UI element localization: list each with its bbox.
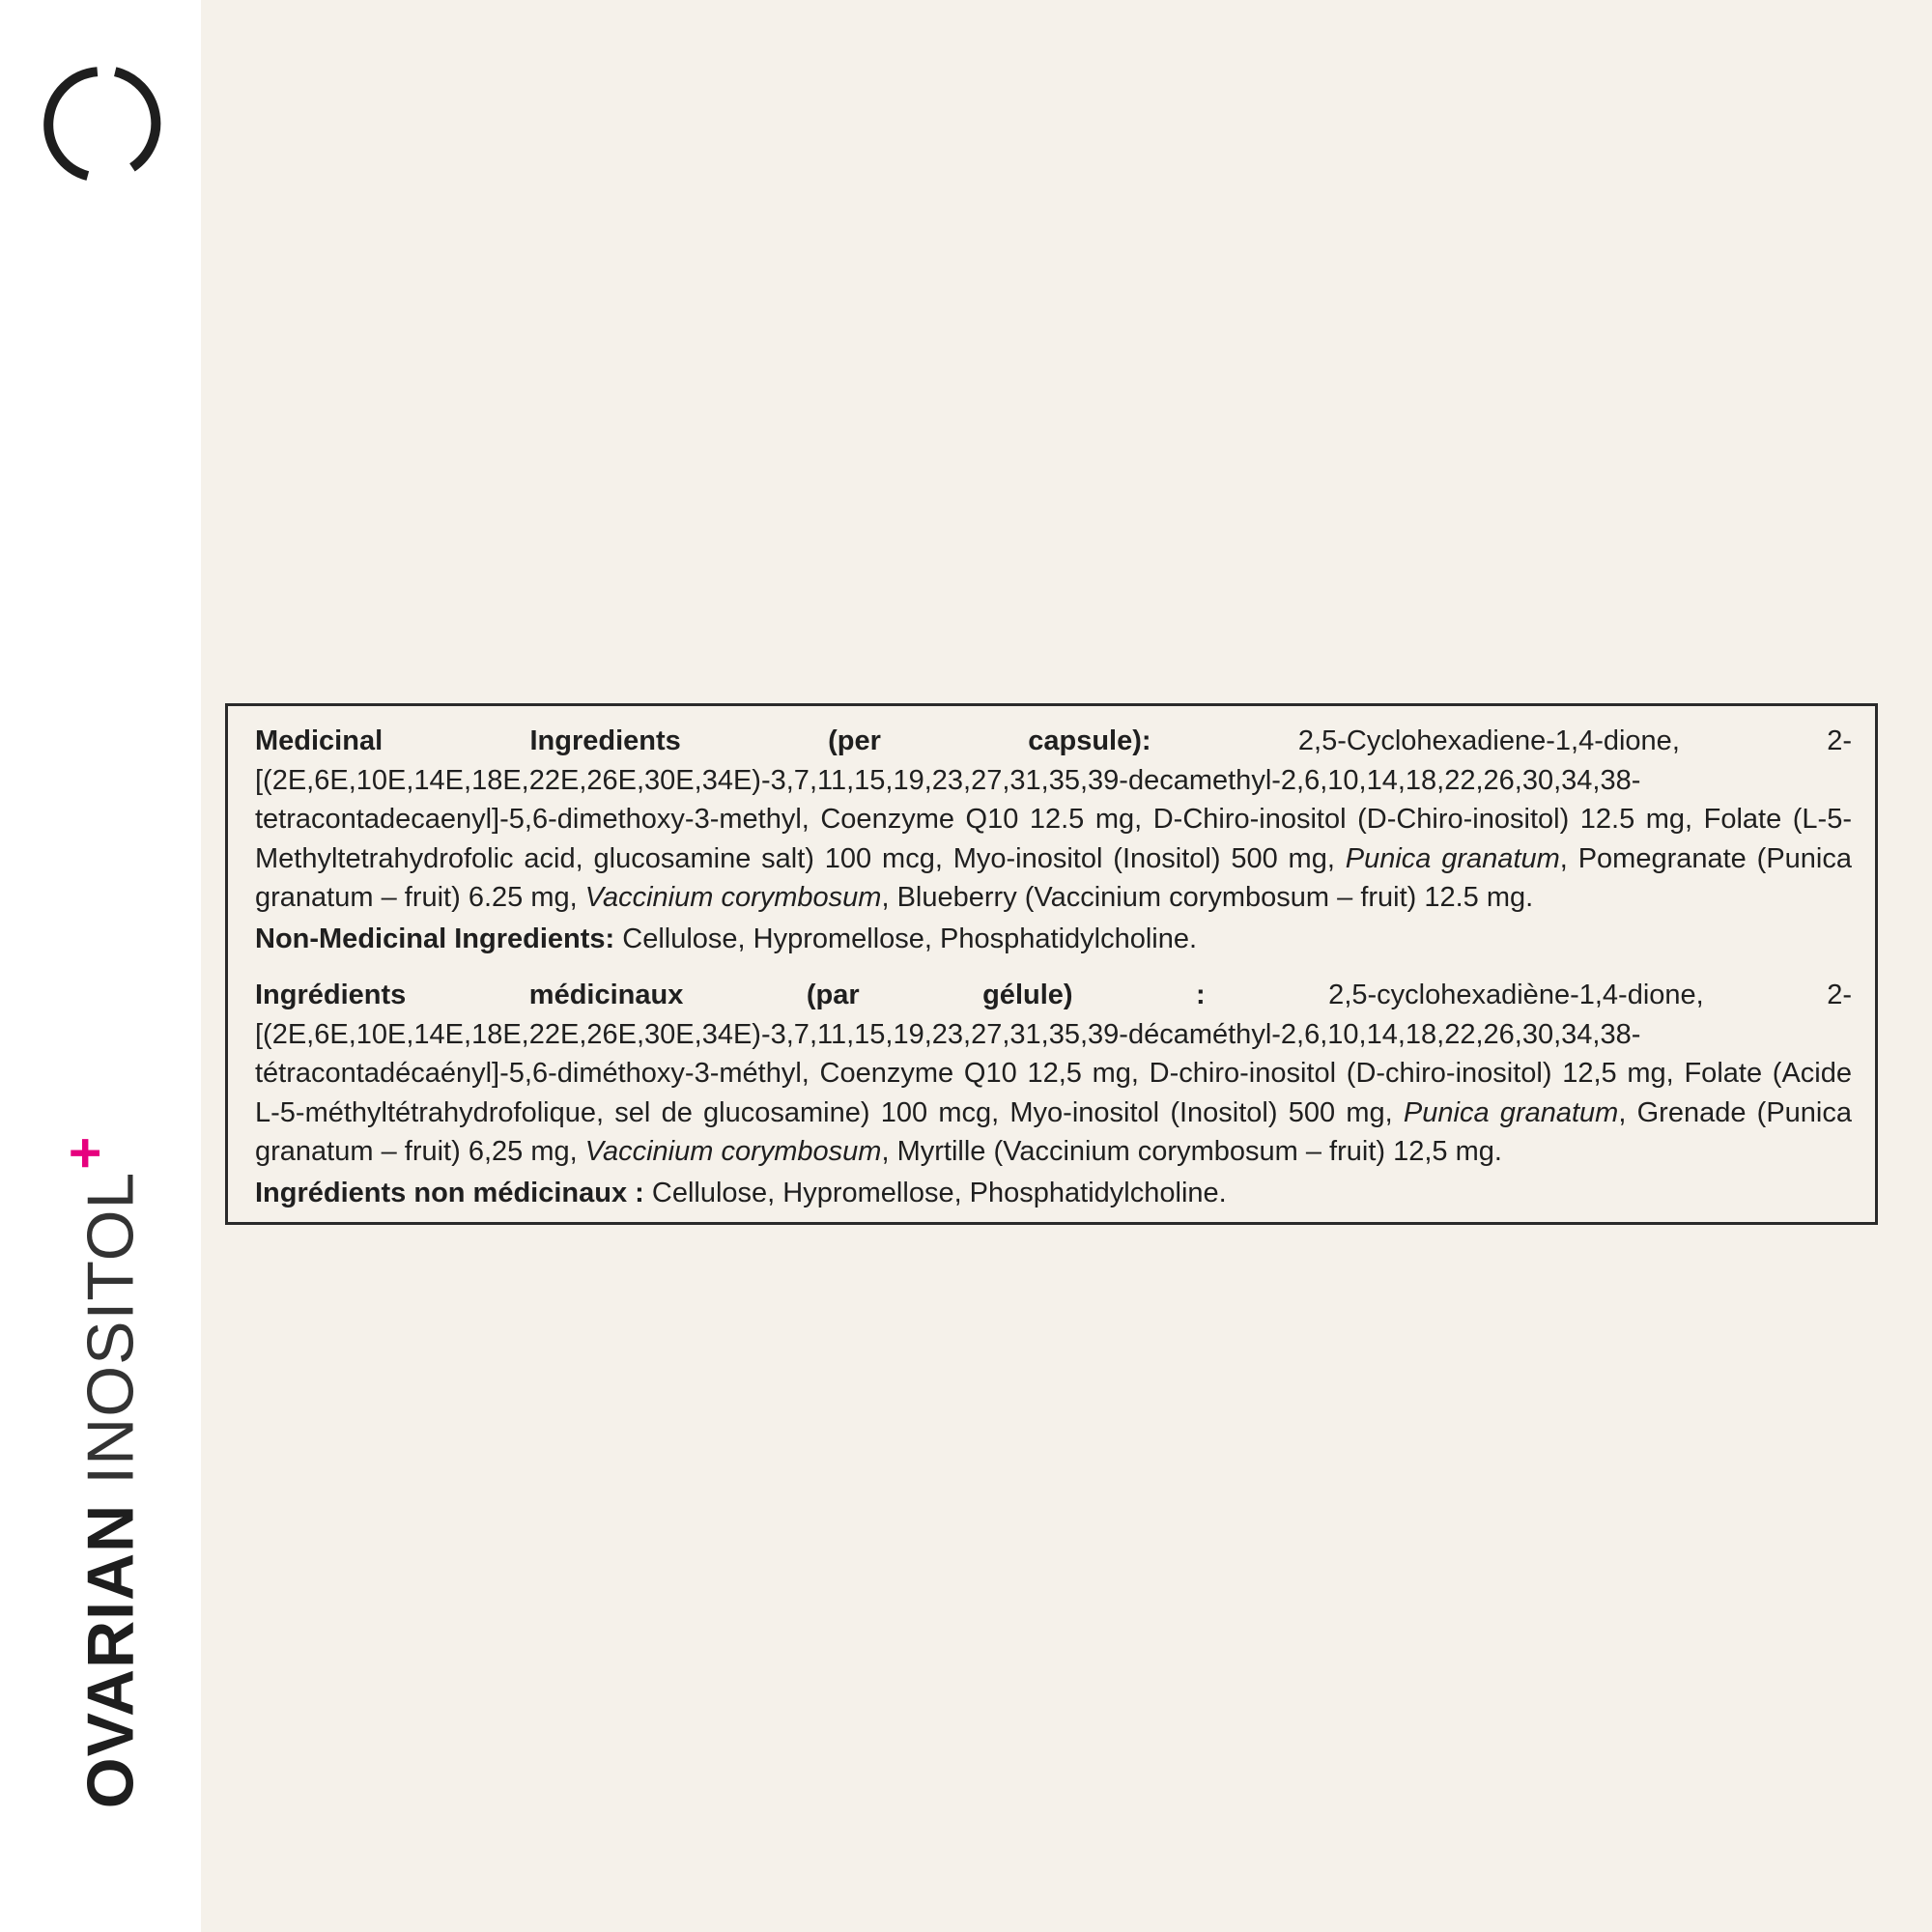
french-medicinal-text-1: 2,5-cyclohexadiène-1,4-dione, 2-[(2E,6E,10E,14E,18E,22E,26E,30E,34E)-3,7,11,15,19,23,27,31,35,39-décaméthyl-2,6,10,14,18,22,26,30,34,38-tétracontadécaényl]-5,6-diméthoxy-3-méthyl, Coenzyme Q10 12,5 mg, D-chiro-inositol (D-chiro-inositol) 12,5 mg, Folate (Acide L-5-méthyltétrahydrofolique, sel de glucosamine) 100 mcg, Myo-inositol (Inositol) 500 mg,: [255, 980, 1852, 1128]
open-circle-logo-icon: [41, 64, 162, 185]
french-non-medicinal-text: Cellulose, Hypromellose, Phosphatidylcholine.: [643, 1177, 1227, 1208]
product-name-vertical: [53, 1135, 148, 1809]
english-non-medicinal-text: Cellulose, Hypromellose, Phosphatidylcholine.: [614, 923, 1198, 954]
french-non-medicinal-label: Ingrédients non médicinaux :: [255, 1177, 644, 1208]
ingredients-panel: [225, 703, 1878, 1225]
french-medicinal-text-2: , Grenade (Punica granatum – fruit) 6,25 mg,: [255, 1096, 1853, 1167]
english-non-medicinal-label: Non-Medicinal Ingredients:: [255, 923, 615, 954]
english-italic-punica: Punica granatum: [1345, 842, 1560, 874]
english-medicinal-ingredients: [255, 722, 1852, 918]
product-name-light: INOSITOL: [73, 1171, 148, 1485]
english-medicinal-text-1: 2,5-Cyclohexadiene-1,4-dione, 2-[(2E,6E,10E,14E,18E,22E,26E,30E,34E)-3,7,11,15,19,23,27,31,35,39-decamethyl-2,6,10,14,18,22,26,30,34,38-tetracontadecaenyl]-5,6-dimethoxy-3-methyl, Coenzyme Q10 12.5 mg, D-Chiro-inositol (D-Chiro-inositol) 12.5 mg, Folate (L-5-Methyltetrahydrofolic acid, glucosamine salt) 100 mcg, Myo-inositol (Inositol) 500 mg,: [255, 725, 1852, 874]
french-non-medicinal-ingredients: [255, 1174, 1852, 1213]
french-italic-vaccinium: Vaccinium corymbosum: [584, 1136, 882, 1167]
plus-mark: +: [53, 1135, 117, 1170]
product-name-strong: OVARIAN: [73, 1503, 148, 1809]
english-italic-vaccinium: Vaccinium corymbosum: [584, 882, 882, 913]
french-medicinal-ingredients: [255, 976, 1852, 1172]
french-italic-punica: Punica granatum: [1403, 1096, 1619, 1128]
french-medicinal-label: Ingrédients médicinaux (par gélule) :: [255, 980, 1206, 1010]
french-medicinal-text-3: , Myrtille (Vaccinium corymbosum – fruit) 12,5 mg.: [881, 1136, 1502, 1167]
english-non-medicinal-ingredients: [255, 920, 1852, 959]
english-medicinal-text-3: , Blueberry (Vaccinium corymbosum – fruit) 12.5 mg.: [881, 882, 1534, 913]
english-medicinal-text-2: , Pomegranate (Punica granatum – fruit) 6.25 mg,: [255, 842, 1852, 913]
brand-sidebar: [0, 0, 201, 1932]
english-medicinal-label: Medicinal Ingredients (per capsule):: [255, 725, 1151, 756]
